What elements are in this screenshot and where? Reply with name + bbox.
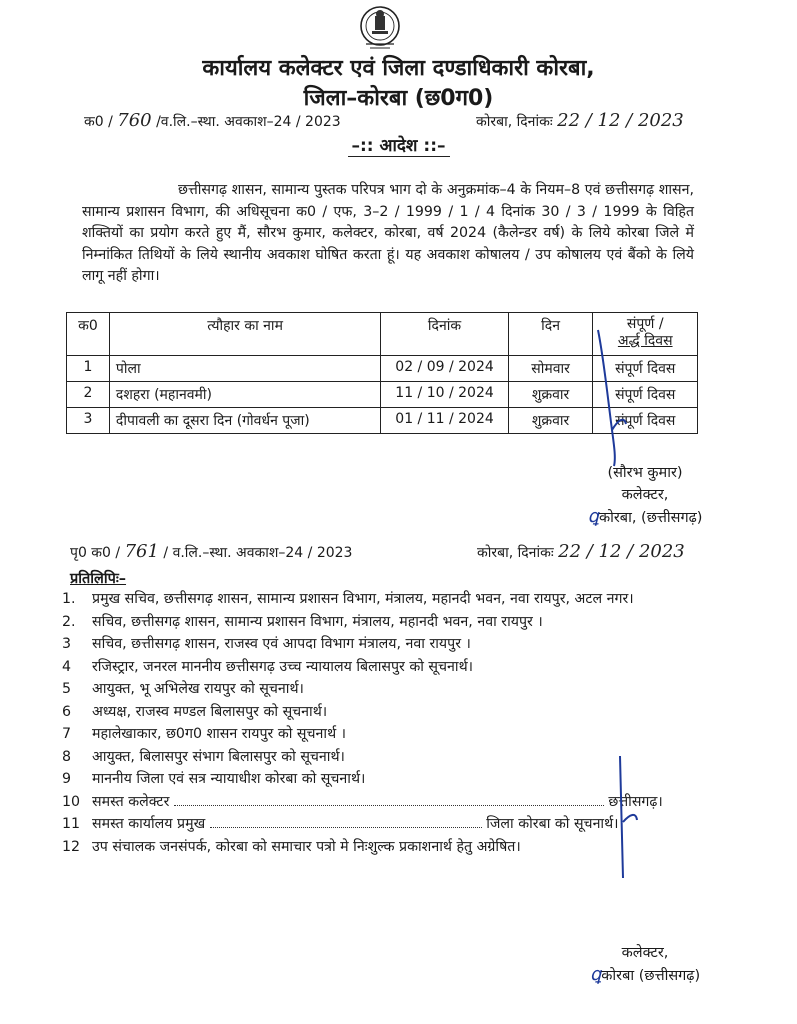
office-title: कार्यालय कलेक्टर एवं जिला दण्डाधिकारी कोरबा, (202, 56, 595, 81)
signature-block-2 (555, 942, 735, 987)
signature-block-1 (555, 462, 735, 529)
order-date-value: 22 / 12 / 2023 (557, 110, 684, 131)
signatory-designation-2: कलेक्टर, (621, 945, 669, 961)
order-title: –:: आदेश ::– (0, 133, 797, 156)
copy-date-label: कोरबा, दिनांकः (477, 545, 554, 561)
list-item: 4 रजिस्ट्रार, जनरल माननीय छत्तीसगढ़ उच्च न्यायालय बिलासपुर को सूचनार्थ। (62, 658, 474, 675)
signatory-name: (सौरभ कुमार) (607, 465, 683, 481)
list-item: 10 समस्त कलेक्टर छत्तीसगढ़। (62, 793, 663, 810)
header-duration: संपूर्ण / अर्द्ध दिवस (593, 313, 698, 356)
list-item: 1. प्रमुख सचिव, छत्तीसगढ़ शासन, सामान्य प्रशासन विभाग, मंत्रालय, महानदी भवन, नवा रायपुर, अटल नगर। (62, 591, 634, 607)
copy-date-value: 22 / 12 / 2023 (558, 541, 685, 562)
table-row: 2 दशहरा (महानवमी) 11 / 10 / 2024 शुक्रवार संपूर्ण दिवस (67, 382, 698, 408)
list-item: 9 माननीय जिला एवं सत्र न्यायाधीश कोरबा को सूचनार्थ। (62, 771, 366, 787)
signatory-place-2: ꝗकोरबा (छत्तीसगढ़) (589, 964, 701, 985)
copy-ref (70, 541, 352, 562)
header-date: दिनांक (381, 313, 508, 356)
copy-ref-number: 761 (124, 541, 159, 562)
header-name: त्यौहार का नाम (109, 313, 380, 356)
list-item: 6 अध्यक्ष, राजस्व मण्डल बिलासपुर को सूचनार्थ। (62, 703, 328, 720)
list-item: 7 महालेखाकार, छ0ग0 शासन रायपुर को सूचनार्थ । (62, 726, 347, 742)
header-sno: क0 (67, 313, 110, 356)
header-day: दिन (508, 313, 593, 356)
copy-date (477, 541, 685, 562)
signature-stroke (590, 320, 630, 470)
table-row: 3 दीपावली का दूसरा दिन (गोवर्धन पूजा) 01 / 11 / 2024 शुक्रवार संपूर्ण दिवस (67, 408, 698, 434)
order-date-label: कोरबा, दिनांकः (476, 114, 553, 130)
order-date (476, 110, 684, 131)
order-ref (84, 110, 341, 131)
copy-ref-suffix: / व.लि.–स्था. अवकाश–24 / 2023 (163, 545, 353, 561)
table-row: 1 पोला 02 / 09 / 2024 सोमवार संपूर्ण दिवस (67, 356, 698, 382)
signatory-place: ꝗकोरबा, (छत्तीसगढ़) (587, 506, 703, 527)
list-item: 5 आयुक्त, भू अभिलेख रायपुर को सूचनार्थ। (62, 681, 304, 697)
signatory-designation: कलेक्टर, (621, 487, 669, 503)
order-ref-number: 760 (117, 110, 152, 131)
order-ref-suffix: /व.लि.–स्था. अवकाश–24 / 2023 (156, 114, 341, 130)
copy-list (62, 588, 742, 858)
signature-stroke-2 (606, 752, 640, 882)
list-item: 2. सचिव, छत्तीसगढ़ शासन, सामान्य प्रशासन विभाग, मंत्रालय, महानदी भवन, नवा रायपुर । (62, 613, 543, 630)
copy-ref-prefix: पृ0 क0 / (70, 545, 121, 561)
list-item: 3 सचिव, छत्तीसगढ़ शासन, राजस्व एवं आपदा विभाग मंत्रालय, नवा रायपुर । (62, 636, 471, 652)
order-body: छत्तीसगढ़ शासन, सामान्य पुस्तक परिपत्र भाग दो के अनुक्रमांक–4 के नियम–8 एवं छत्तीसगढ़ शासन, सामान्य प्रशासन विभाग, की अधिसूचना क0 / एफ, 3–2 / 1999 / 1 / 4 दिनांक 30 / 3 / 1999 के विहित शक्तियों का प्रयोग करते हुए मैं, सौरभ कुमार, कलेक्टर, कोरबा, वर्ष 2024 (कैलेन्डर वर्ष) के लिये कोरबा जिले में निम्नांकित तिथियों के लिये स्थानीय अवकाश घोषित करता हूं। यह अवकाश कोषालय / उप कोषालय एवं बैंको के लिये लागू नहीं होगा। (82, 182, 694, 284)
list-item: 12 उप संचालक जनसंपर्क, कोरबा को समाचार पत्रो मे निःशुल्क प्रकाशनार्थ हेतु अग्रेषित। (62, 838, 521, 855)
order-ref-prefix: क0 / (84, 114, 113, 130)
copy-heading: प्रतिलिपिः– (70, 571, 127, 587)
office-district: जिला–कोरबा (छ0ग0) (303, 86, 494, 111)
list-item: 11 समस्त कार्यालय प्रमुख जिला कोरबा को सूचनार्थ। (62, 816, 619, 832)
state-emblem-icon (358, 4, 402, 52)
list-item: 8 आयुक्त, बिलासपुर संभाग बिलासपुर को सूचनार्थ। (62, 748, 345, 765)
